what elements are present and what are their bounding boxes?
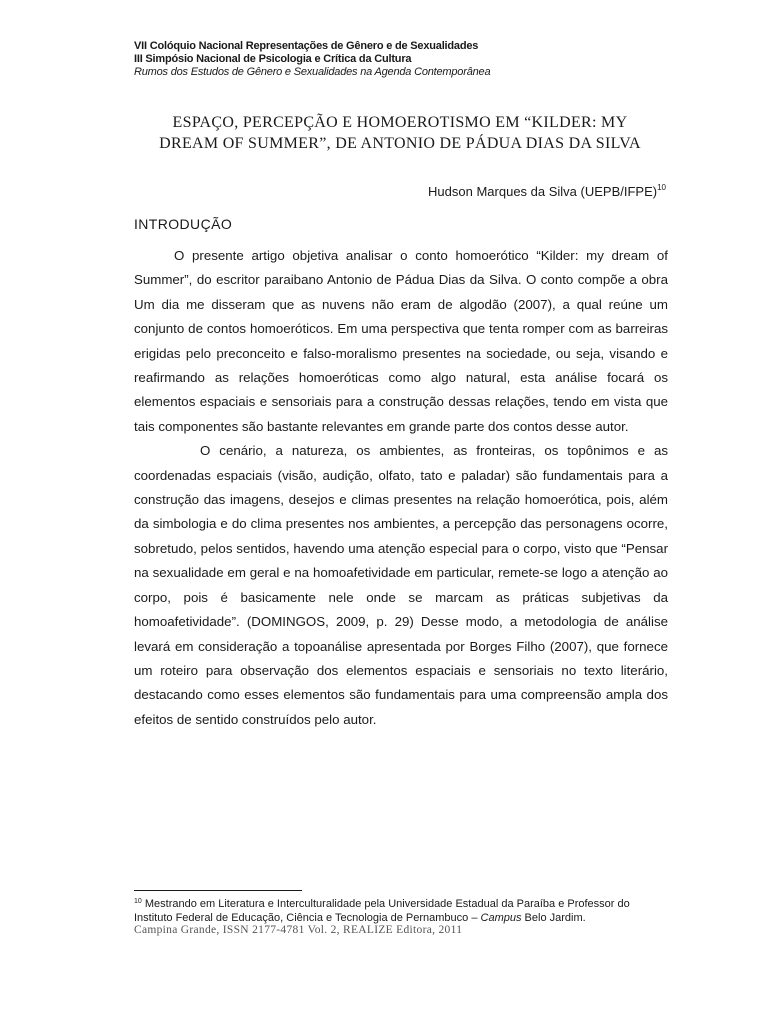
paragraph: O cenário, a natureza, os ambientes, as fronteiras, os topônimos e as coordenadas espaciais (visão, audição, olfato, tato e paladar) são fundamentais para a construção das imagens, desejos e climas presentes na relação homoerótica, pois, além da simbologia e do clima presentes nos ambientes, a percepção das personagens ocorre, sobretudo, pelos sentidos, havendo uma atenção especial para o corpo, visto que “Pensar na sexualidade em geral e na homoafetividade em particular, remete-se logo a atenção ao corpo, pois é basicamente nele onde se marcam as práticas subjetivas da homoafetividade”. (DOMINGOS, 2009, p. 29) Desse modo, a metodologia de análise levará em consideração a topoanálise apresentada por Borges Filho (2007), que fornece um roteiro para observação dos elementos espaciais e sensoriais no texto literário, destacando como esses elementos são fundamentais para uma compreensão ampla dos efeitos de sentido construídos pelo autor.	[134, 443, 668, 727]
article-title	[134, 112, 666, 154]
author-line	[428, 183, 666, 199]
author-footnote-marker: 10	[657, 183, 666, 192]
author-name: Hudson Marques da Silva (UEPB/IFPE)	[428, 184, 658, 199]
conference-header	[134, 40, 674, 79]
article-title-line-1: ESPAÇO, PERCEPÇÃO E HOMOEROTISMO EM “KILDER: MY	[172, 114, 628, 131]
article-title-line-2: DREAM OF SUMMER”, DE ANTONIO DE PÁDUA DIAS DA SILVA	[159, 135, 641, 152]
paragraph: O presente artigo objetiva analisar o conto homoerótico “Kilder: my dream of Summer”, do escritor paraibano Antonio de Pádua Dias da Silva. O conto compõe a obra Um dia me disseram que as nuvens não eram de algodão (2007), a qual reúne um conjunto de contos homoeróticos. Em uma perspectiva que tenta romper com as barreiras erigidas pelo preconceito e falso-moralismo presentes na sociedade, ou seja, visando e reafirmando as relações homoeróticas como algo natural, esta análise focará os elementos espaciais e sensoriais para a construção dessas relações, tendo em vista que tais componentes são bastante relevantes em grande parte dos contos desse autor.	[134, 248, 668, 434]
page-footer: Campina Grande, ISSN 2177-4781 Vol. 2, REALIZE Editora, 2011	[134, 924, 463, 936]
body-text	[134, 244, 668, 732]
conference-title: VII Colóquio Nacional Representações de Gênero e de Sexualidades	[134, 40, 479, 52]
section-heading: INTRODUÇÃO	[134, 216, 233, 232]
footnote-marker: 10	[134, 898, 142, 905]
symposium-title: III Simpósio Nacional de Psicologia e Crítica da Cultura	[134, 53, 412, 65]
footnote-text-part1: Mestrando em Literatura e Interculturalidade pela Universidade Estadual da Paraíba e Professor do Instituto Federal de Educação, Ciência e Tecnologia de Pernambuco –	[134, 898, 630, 924]
footnote	[134, 895, 668, 925]
footnote-text-italic: Campus	[480, 912, 522, 924]
footnote-text-part2: Belo Jardim.	[521, 912, 586, 924]
footnote-divider	[134, 890, 302, 891]
conference-theme: Rumos dos Estudos de Gênero e Sexualidades na Agenda Contemporânea	[134, 66, 491, 78]
